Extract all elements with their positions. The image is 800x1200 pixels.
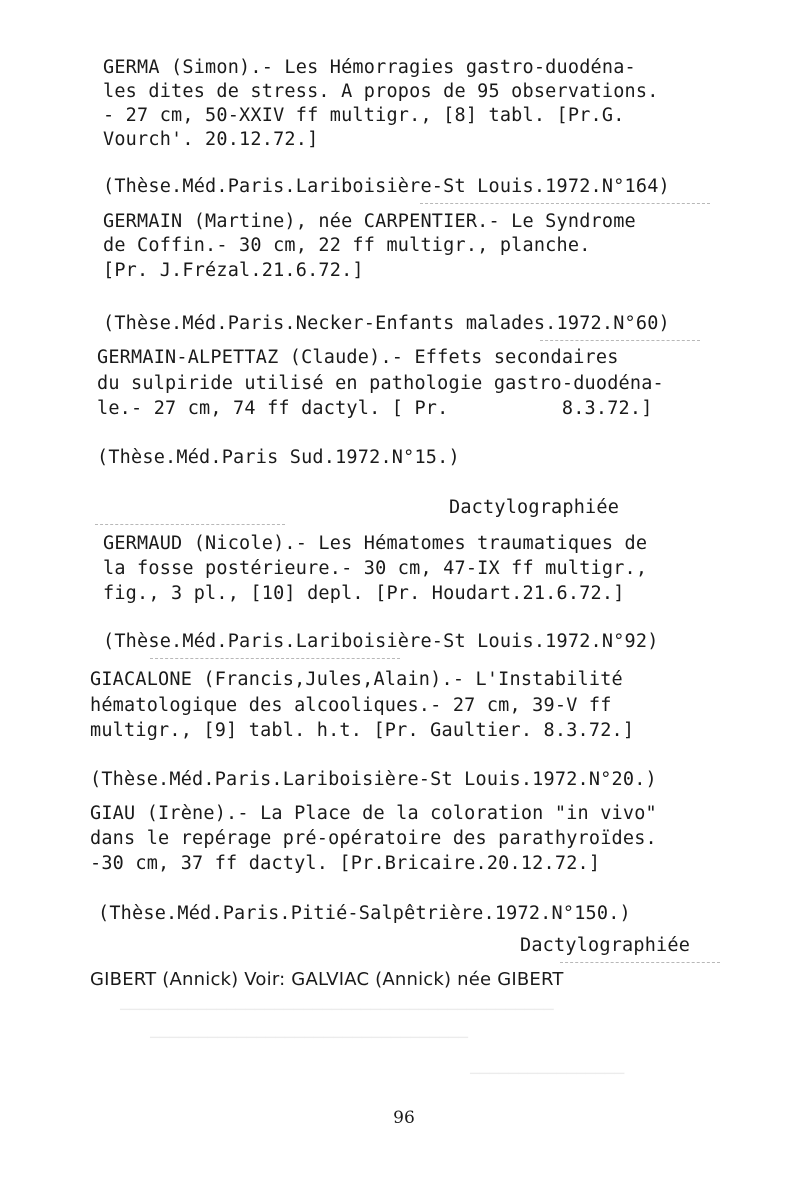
entry-line: - 27 cm, 50-XXIV ff multigr., [8] tabl. [Pr.G. [103, 105, 625, 126]
entry-line: GERMAIN (Martine), née CARPENTIER.- Le Syndrome [103, 211, 636, 232]
bleed-through-text: ───────────────────────────────── [150, 1028, 468, 1047]
entry-line: la fosse postérieure.- 30 cm, 47-IX ff multigr., [103, 558, 648, 579]
entry-line: de Coffin.- 30 cm, 22 ff multigr., planche. [103, 235, 591, 256]
entry-line: -30 cm, 37 ff dactyl. [Pr.Bricaire.20.12.72.] [90, 853, 601, 874]
entry-line: GERMAUD (Nicole).- Les Hématomes traumatiques de [103, 533, 648, 554]
thesis-line: (Thèse.Méd.Paris.Pitié-Salpêtrière.1972.N°150.) [98, 903, 631, 924]
entry-line: multigr., [9] tabl. h.t. [Pr. Gaultier. 8.3.72.] [90, 720, 635, 741]
entry-divider [150, 658, 400, 659]
typescript-note: Dactylographiée [520, 935, 691, 956]
entry-line: fig., 3 pl., [10] depl. [Pr. Houdart.21.6.72.] [103, 583, 625, 604]
entry-line: Vourch'. 20.12.72.] [103, 129, 319, 150]
entry-line: du sulpiride utilisé en pathologie gastro-duodéna- [97, 373, 664, 394]
entry-line: [Pr. J.Frézal.21.6.72.] [103, 260, 364, 281]
thesis-line: (Thèse.Méd.Paris.Lariboisière-St Louis.1972.N°92) [103, 631, 659, 652]
typescript-note: Dactylographiée [449, 497, 620, 518]
entry-line: les dites de stress. A propos de 95 observations. [103, 81, 659, 102]
thesis-line: (Thèse.Méd.Paris Sud.1972.N°15.) [97, 447, 460, 468]
entry-line: hématologique des alcooliques.- 27 cm, 39-V ff [90, 695, 612, 716]
bleed-through-text: ───────────────────────────────────────────── [120, 1000, 554, 1019]
entry-line: GIAU (Irène).- La Place de la coloration "in vivo" [90, 803, 657, 824]
thesis-line: (Thèse.Méd.Paris.Lariboisière-St Louis.1972.N°164) [103, 176, 670, 197]
page-number: 96 [393, 1108, 415, 1128]
entry-line: GIACALONE (Francis,Jules,Alain).- L'Instabilité [90, 669, 623, 690]
entry-line: GERMAIN-ALPETTAZ (Claude).- Effets secondaires [97, 347, 619, 368]
thesis-line: (Thèse.Méd.Paris.Necker-Enfants malades.1972.N°60) [103, 313, 670, 334]
entry-divider [560, 962, 720, 963]
thesis-line: (Thèse.Méd.Paris.Lariboisière-St Louis.1972.N°20.) [90, 769, 657, 790]
cross-reference: GIBERT (Annick) Voir: GALVIAC (Annick) née GIBERT [90, 969, 564, 990]
entry-divider [540, 340, 700, 341]
entry-divider [95, 524, 285, 525]
bleed-through-text: ──────────────── [470, 1064, 625, 1083]
entry-line: le.- 27 cm, 74 ff dactyl. [ Pr. 8.3.72.] [97, 398, 653, 419]
entry-line: GERMA (Simon).- Les Hémorragies gastro-duodéna- [103, 57, 636, 78]
entry-line: dans le repérage pré-opératoire des parathyroïdes. [90, 828, 657, 849]
entry-divider [420, 203, 710, 204]
